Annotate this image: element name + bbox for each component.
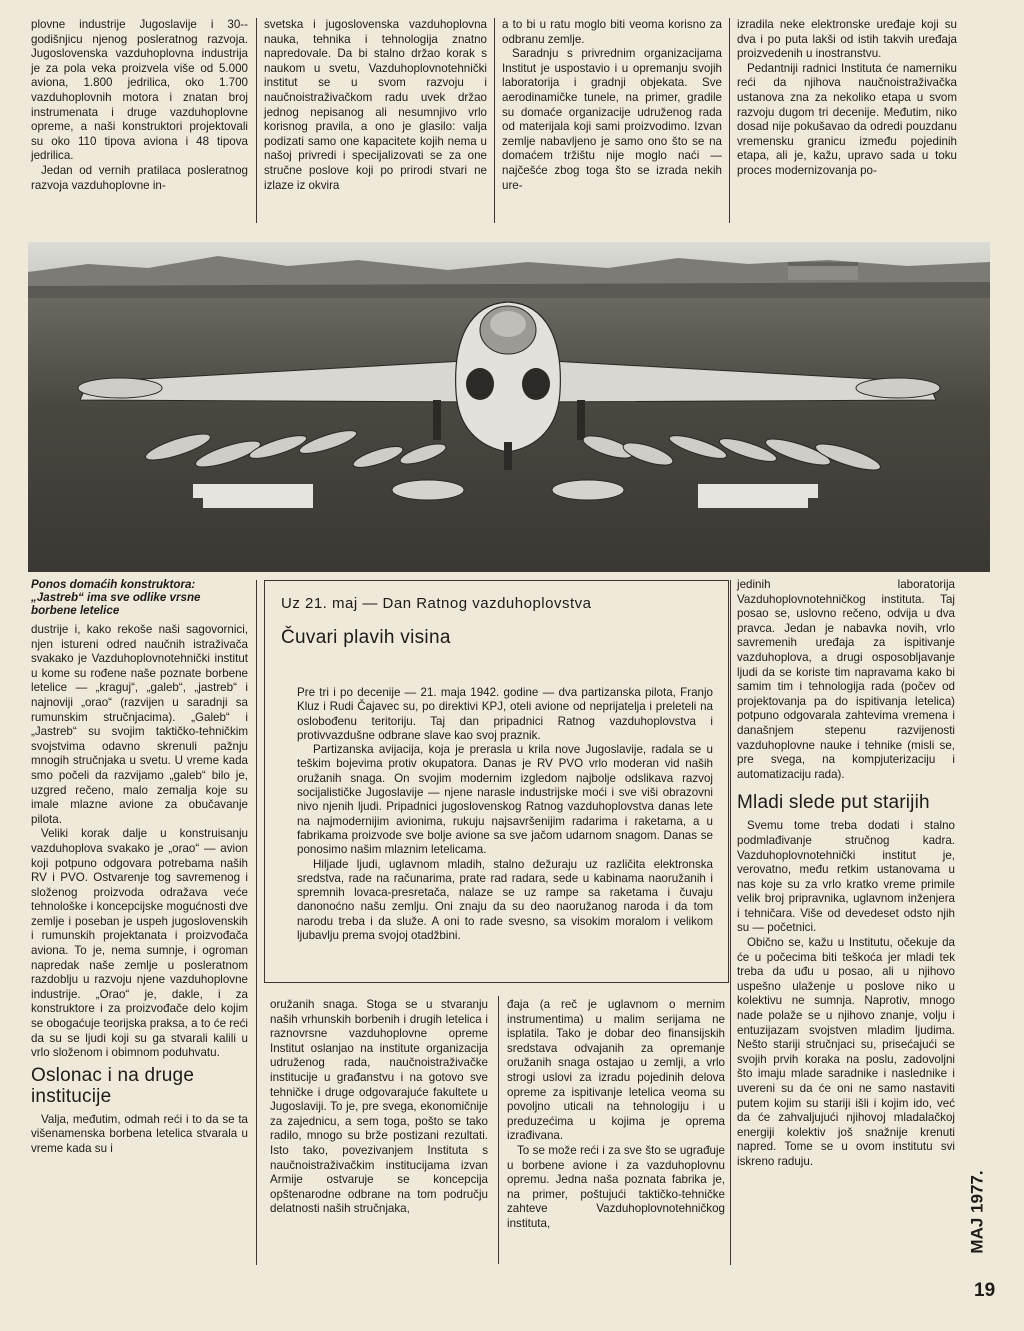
column-rule (256, 18, 257, 223)
main-gear-left (433, 400, 441, 440)
paragraph: đaja (a reč je uglavnom o mernim instrumentima) u malim serijama ne isplatila. Tako je dobar deo finansijskih sredstava odvajanih za opremanje oružanih snaga ostajao u zemlji, a vrlo strogi uslovi za izradu pojedinih delova opreme za ispitivanje letelica veoma su povoljno uticali na tehnologiju i u preduzećima u kojima je oprema izrađivana. (507, 998, 725, 1143)
hangar-building (788, 262, 858, 280)
column-rule (494, 18, 495, 223)
box-body (297, 686, 713, 943)
middle-column-3 (507, 998, 725, 1232)
column-rule (498, 996, 499, 1264)
intake-right (522, 368, 550, 400)
paragraph: Svemu tome treba dodati i stalno podmlađivanje stručnog kadra. Vazduhoplovnotehnički institut je, verovatno, među retkim ustanovama u nas koje su za vrlo kratko vreme primile velik broj pripravnika, uglavnom inženjera i tehničara. Više od devedeset odsto njih su — početnici. (737, 819, 955, 935)
column-rule (729, 18, 730, 223)
wingtip-tank-left (78, 378, 162, 398)
paragraph: Partizanska avijacija, koja je prerasla u krila nove Jugoslavije, radala se u teškim bojevima protiv okupatora. Danas je RV PVO vrlo moderan vid naših oružanih snaga. On svojim modernim izgledom najbolje odslikava razvoj socijalističke Jugoslavije — njene narasle industrijske moći i sve viši obrazovni nivo njenih ljudi. Pripadnici jugoslovenskog Ratnog vazduhoplovstva danas lete na najmodernijim avionima, rukuju najsavršenijim radarima i raketama, a u fabrikama proizvode sve bolje avione sa sve jačom udarnom snagom. Danas se ponosimo našim mlaznim letelicama. (297, 743, 713, 857)
column-rule (256, 580, 257, 1265)
paragraph: jedinih laboratorija Vazduhoplovnotehničkog instituta. Taj posao se, uslovno rečeno, odvija u dva pravca. Jedan je nabavka novih, vrlo savremenih uređaja za ispitivanje vazduhoplova, a drugi osposobljavanje ljudi da se koriste tim napravama kako bi samim tim i tehnologija rada (počev od projektovanja pa do ispitivanja letelica) potpuno odgovarala zahtevima vremena i današnjem stepenu razvijenosti vazduhoplovne nauke i tehnike (misli se, pre svega, na kompjuterizaciju i automatizaciju rada). (737, 578, 955, 781)
subheading-mladi: Mladi slede put starijih (737, 792, 930, 814)
paragraph: To se može reći i za sve što se ugrađuje u borbene avione i za vazduhoplovnu opremu. Jedna naša poznata fabrika je, na primer, poštujući taktičko-tehničke zahteve Vazduhoplovnotehničkog instituta, (507, 1143, 725, 1230)
middle-column-2 (270, 998, 488, 1217)
page-number: 19 (974, 1280, 996, 1301)
caption-line-1: Ponos domaćih konstruktora: (31, 578, 196, 591)
box-heading: Čuvari plavih visina (281, 627, 451, 648)
paragraph: dustrije i, kako rekoše naši sagovornici, njen istureni odred naučnih istraživača svakako je Vazduhoplovnotehnički institut u kome su rođene naše poznate borbene letelice — „kraguj“, „galeb“, „jastreb“ i najnoviji „orao“ (razvijen u saradnji sa rumunskim stručnjacima). „Galeb“ i „Jastreb“ su svojim taktičko-tehničkim svojstvima odavno skrenuli pažnju mnogih stručnjaka u svetu. U vreme kada smo počeli da razvijamo „galeb“ bilo je, uzgred rečeno, malo zemalja koje su imale mlazne avione za obučavanje pilota. (31, 623, 248, 826)
subheading-oslonac: Oslonac i na druge institucije (31, 1064, 195, 1107)
box-kicker: Uz 21. maj — Dan Ratnog vazduhoplovstva (281, 595, 592, 612)
paragraph: Pre tri i po decenije — 21. maja 1942. godine — dva partizanska pilota, Franjo Kluz i Rudi Čajavec su, po direktivi KPJ, oteli avione od neprijatelja i preleteli na oslobođenu teritoriju. Taj dan pripadnici Ratnog vazduhoplovstva i protivvazdušne odbrane slave kao svoj praznik. (297, 686, 713, 742)
right-column (737, 578, 955, 1170)
paragraph: Saradnju s privrednim organizacijama Institut je uspostavio i u opremanju svojih laboratorija i gradnji objekata. Sve aerodinamičke tunele, na primer, gradile su domaće organizacije udruženog rada od materijala koji sami proizvodimo. Izvan zemlje nabavljeno je samo ono što se na domaćem tržištu nije moglo naći — najčešće zbog toga što se izrada nekih ure- (502, 47, 722, 192)
nose-gear (504, 442, 512, 470)
top-column-3 (502, 18, 722, 193)
column-rule (730, 580, 731, 1265)
top-column-1 (31, 18, 248, 193)
paragraph: izradila neke elektronske uređaje koji su dva i po puta lakši od istih takvih uređaja proizvedenih u inostranstvu. (737, 18, 957, 61)
paragraph: svetska i jugoslovenska vazduhoplovna nauka, tehnika i tehnologija znatno napredovale. Da bi stalno držao korak s naukom u svetu, Vazduhoplovnotehnički institut se u svom razvoju i naučnoistraživačkom radu uvek držao jednog nepisanog ali nesumnjivo vrlo korisnog pravila, a ono je glasilo: valja podizati samo one kapacitete kojih nema u našoj privredi i specijalizovati se za one stručne poslove koji po prirodi stvari ne izlaze iz okvira (264, 18, 487, 192)
paragraph: a to bi u ratu moglo biti veoma korisno za odbranu zemlje. (502, 18, 722, 46)
top-column-4 (737, 18, 957, 179)
paragraph: Hiljade ljudi, uglavnom mladih, stalno dežuraju uz različita elektronska sredstva, rade na računarima, prate rad radara, sede u kabinama naoružanih i spremnih lovaca-presretača, nalaze se uz rampe sa raketama i čuvaju danonoćno našu zemlju. Oni znaju da su deo naoružanog naroda i da tom narodu treba i da služe. A oni to rade svesno, sa visokim moralom i velikom ljubavlju prema svojoj otadžbini. (297, 857, 713, 943)
photo-caption (31, 578, 248, 617)
paragraph: plovne industrije Jugoslavije i 30--godišnjicu njenog posleratnog razvoja. Jugoslovenska vazduhoplovna industrija je za pola veka proizvela više od 5.000 aviona, 1.800 jedrilica, oko 1.700 vazduhoplovnih motora i znatan broj instrumenata i druge vazduhoplovne opreme, a naši konstruktori projektovali su oko 110 tipova aviona i 48 tipova jedrilica. (31, 18, 248, 163)
paragraph: Valja, međutim, odmah reći i to da se ta višenamenska borbena letelica stvarala u vreme kada su i (31, 1112, 248, 1155)
main-gear-right (577, 400, 585, 440)
feature-box (264, 580, 729, 983)
paragraph: Veliki korak dalje u konstruisanju vazduhoplova svakako je „orao“ — avion koji potpuno odgovara potrebama naših RV i PVO. Ostvarenje tog savremenog i složenog proizvoda odražava veće tehnološke i koncepcijske mogućnosti dve zemlje i poseban je uspeh jugoslovenskih i rumunskih projektanata i proizvođača aviona. To je, nema sumnje, i ogroman napredak naše zemlje u posleratnom razdoblju u razvoju njene vazduhoplovne industrije. „Orao“ je, dakle, i za konstruktore i za proizvođače delo kojim se obogaćuje teorijska praksa, a to će reći da su se ljudi koji su ga stvarali kalili u vrlo složenom i obimnom poduhvatu. (31, 827, 248, 1060)
issue-date: MAJ 1977. (967, 1170, 987, 1254)
paragraph: Obično se, kažu u Institutu, očekuje da će u počecima biti teškoća jer mladi tek treba da uđu u posao, ali u njihovo uspešno ulaženje u poslove niko u kolektivu ne sumnja. Naprotiv, mnogo nade polaže se u njihovo znanje, volju i entuzijazam svojstven mladim ljudima. Nešto stariji stručnjaci su, prisećajući se svojih prvih koraka na poslu, zadovoljni što imaju mlade saradnike i naslednike i uvereni su da će oni ne samo nastaviti putem kojim su stariji išli i kojim ido, već da će zahvaljujući njihovoj mladalačkoj energiji kolektiv još snažnije krenuti napred. Tome se u ovom institutu svi iskreno raduju. (737, 936, 955, 1168)
page-folio (967, 1150, 1010, 1310)
aircraft-photo (28, 242, 990, 572)
paragraph: Jedan od vernih pratilaca posleratnog razvoja vazduhoplovne in- (31, 163, 248, 192)
paragraph: Pedantniji radnici Instituta će namerniku reći da njihova naučnoistraživačka ustanova zna za nekoliko etapa u svom razvoju dugom tri decenije. Međutim, niko dosad nije pokušavao da odredi pouzdanu vremensku granicu između pojedinih etapa, ali je, kažu, upravo sada u toku proces modernizovanja po- (737, 61, 957, 177)
intake-left (466, 368, 494, 400)
caption-line-2: „Jastreb“ ima sve odlike vrsne borbene letelice (31, 591, 201, 617)
wingtip-tank-right (856, 378, 940, 398)
left-column (31, 578, 248, 1157)
paragraph: oružanih snaga. Stoga se u stvaranju naših vrhunskih borbenih i drugih letelica i raznovrsne vazduhoplovne opreme Institut oslanjao na institute organizacija udruženog rada, naučnoistraživačke institucije u građanstvu i na gotovo sve tehničke i druge odgovarajuće fakultete u Jugoslaviji. To je, pre svega, ekonomičnije za zajednicu, a sem toga, pošto se tako radilo, mnogo su brže postizani rezultati. Isto tako, povezivanjem Instituta s naučnoistraživačkim institucijama izvan Armije ostvaruje se koncepcija opštenarodne odbrane na tom području delatnosti naših stručnjaka, (270, 998, 488, 1216)
top-column-2 (264, 18, 487, 193)
